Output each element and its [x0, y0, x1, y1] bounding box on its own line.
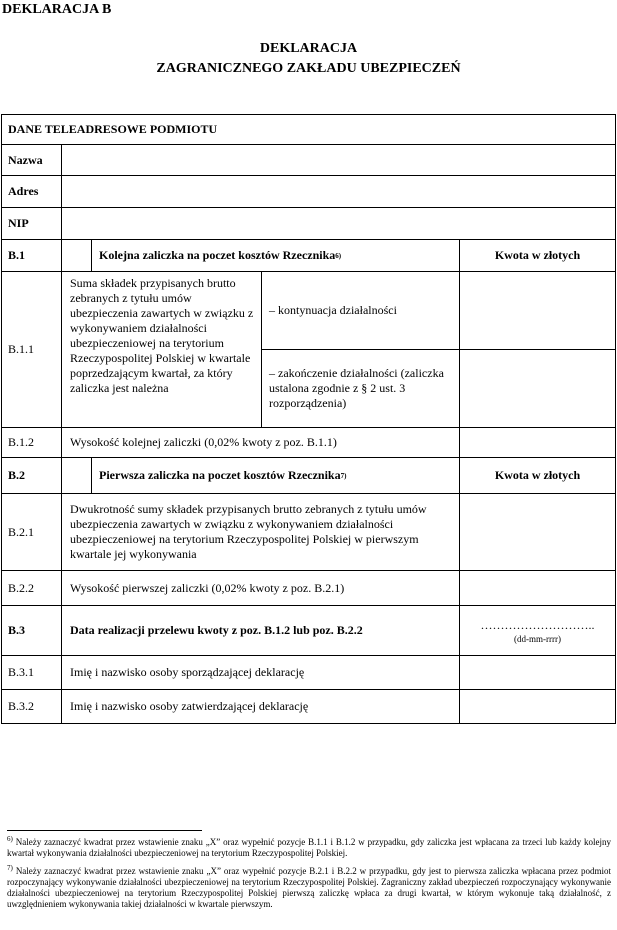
- table-border-right: [615, 114, 616, 724]
- b2-amount-header: Kwota w złotych: [494, 468, 581, 482]
- b11-amount-continuation[interactable]: [460, 272, 615, 349]
- date-format-hint: (dd-mm-rrrr): [514, 634, 561, 644]
- b11-amount-termination[interactable]: [460, 350, 615, 427]
- b22-amount-field[interactable]: [460, 571, 615, 605]
- label-name: Nazwa: [8, 152, 43, 167]
- col-line: [91, 457, 92, 493]
- b3-date-field[interactable]: [460, 612, 615, 652]
- b1-title-text: Kolejna zaliczka na poczet kosztów Rzecznika: [99, 248, 336, 262]
- b11-description: Suma składek przypisanych brutto zebranych z tytułu umów ubezpieczenia zawartych w związku z wykonywaniem działalności ubezpieczeniowej na terytorium Rzeczypospolitej Polskiej w kwartale poprzedzającym kwartał, za który zaliczka jest należna: [70, 276, 254, 395]
- code-b31: B.3.1: [8, 665, 35, 679]
- code-b21: B.2.1: [8, 524, 35, 539]
- footnote-7: [7, 866, 611, 910]
- field-nip[interactable]: [62, 208, 615, 239]
- page-title-line1: DEKLARACJA: [259, 41, 358, 56]
- col-line: [61, 239, 62, 723]
- footnote-7-text: Należy zaznaczyć kwadrat przez wstawienie znaku „X” oraz wypełnić pozycje B.2.1 i B.2.2 w przypadku, gdy jest to pierwsza zaliczka wpłacana przez podmiot rozpoczynający wykonywanie działalności ubezpieczeniowej na terytorium Rzeczypospolitej Polskiej. Zagraniczny zakład ubezpieczeń rozpoczynający wykonywanie działalności ubezpieczeniowej na terytorium Rzeczypospolitej Polskiej pierwszą zaliczkę wpłaca za drugi kwartał, w którym wykonuje taką działalność, z uwzględnieniem wykonywania takiej działalności w kwartale pierwszym.: [7, 866, 612, 909]
- row-line: [1, 723, 616, 724]
- b21-description: Dwukrotność sumy składek przypisanych brutto zebranych z tytułu umów ubezpieczenia zawartych w związku z wykonywaniem działalności ubezpieczeniowej na terytorium Rzeczypospolitej Polskiej w pierwszym kwartale jej wykonywania: [70, 502, 427, 561]
- field-name[interactable]: [62, 145, 615, 175]
- page-title-line2: ZAGRANICZNEGO ZAKŁADU UBEZPIECZEŃ: [156, 61, 461, 76]
- b12-description: Wysokość kolejnej zaliczki (0,02% kwoty z poz. B.1.1): [70, 435, 337, 449]
- code-b12: B.1.2: [8, 435, 35, 449]
- b12-amount-field[interactable]: [460, 428, 615, 457]
- code-b2: B.2: [8, 468, 26, 482]
- b22-description: Wysokość pierwszej zaliczki (0,02% kwoty z poz. B.2.1): [70, 580, 345, 595]
- code-b1: B.1: [8, 248, 26, 262]
- footnote-separator: [7, 830, 202, 831]
- code-b3: B.3: [8, 623, 26, 637]
- b31-description: Imię i nazwisko osoby sporządzającej deklarację: [70, 665, 305, 679]
- b1-title: Kolejna zaliczka na poczet kosztów Rzecznika 6): [99, 248, 342, 262]
- b32-field[interactable]: [460, 690, 615, 723]
- label-address: Adres: [8, 184, 39, 198]
- col-line: [91, 239, 92, 271]
- b31-field[interactable]: [460, 656, 615, 689]
- field-address[interactable]: [62, 176, 615, 207]
- footnote-6: [7, 837, 611, 859]
- code-b11: B.1.1: [8, 342, 35, 356]
- b21-amount-field[interactable]: [460, 494, 615, 570]
- section-contact-title: DANE TELEADRESOWE PODMIOTU: [8, 122, 218, 136]
- col-line: [261, 271, 262, 427]
- footnote-6-mark: 6): [7, 835, 13, 843]
- date-dots: ………………………..: [480, 618, 595, 632]
- footnote-7-mark: 7): [7, 864, 13, 872]
- b2-title-text: Pierwsza zaliczka na poczet kosztów Rzecznika: [99, 468, 341, 482]
- table-border-left: [1, 114, 2, 724]
- document-header: DEKLARACJA B: [2, 2, 112, 17]
- code-b22: B.2.2: [8, 580, 35, 595]
- label-nip: NIP: [8, 216, 29, 230]
- b32-description: Imię i nazwisko osoby zatwierdzającej deklarację: [70, 699, 309, 713]
- footnote-6-text: Należy zaznaczyć kwadrat przez wstawienie znaku „X” oraz wypełnić pozycje B.1.1 i B.1.2 w przypadku, gdy zaliczka jest wpłacana za trzeci lub każdy kolejny kwartał wykonywania działalności ubezpieczeniowej na terytorium Rzeczypospolitej Polskiej.: [7, 837, 612, 858]
- b3-title: Data realizacji przelewu kwoty z poz. B.1.2 lub poz. B.2.2: [70, 623, 363, 637]
- b2-title: Pierwsza zaliczka na poczet kosztów Rzecznika 7): [99, 468, 347, 482]
- b11-option-termination[interactable]: – zakończenie działalności (zaliczka ustalona zgodnie z § 2 ust. 3 rozporządzenia): [269, 366, 444, 410]
- b1-amount-header: Kwota w złotych: [494, 248, 581, 262]
- code-b32: B.3.2: [8, 699, 35, 713]
- b11-option-continuation[interactable]: – kontynuacja działalności: [269, 303, 397, 317]
